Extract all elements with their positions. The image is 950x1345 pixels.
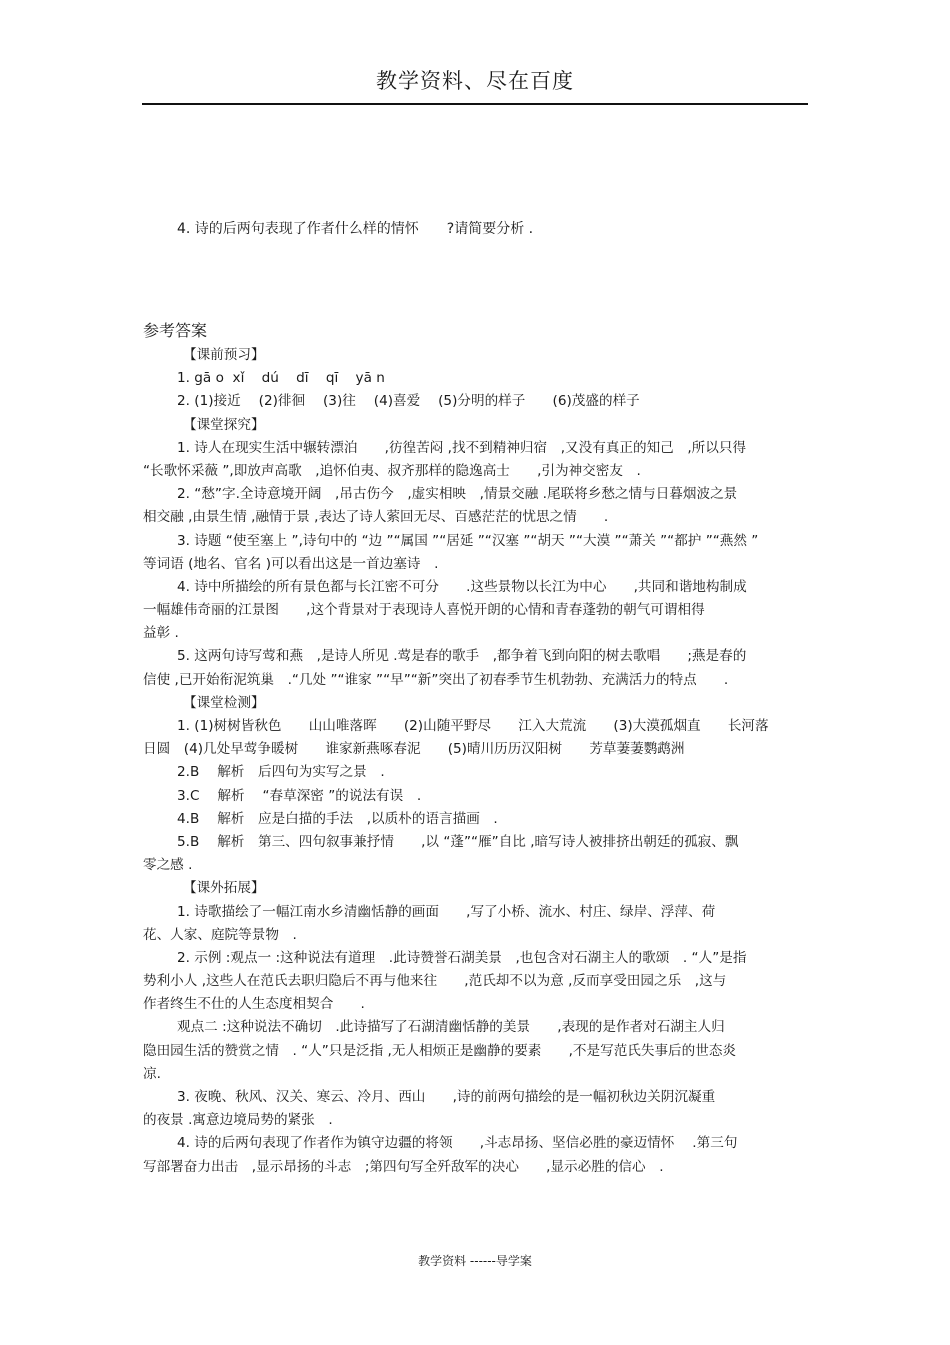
answer-line: 【课前预习】 [183,347,265,363]
answer-line: 1. 诗歌描绘了一幅江南水乡清幽恬静的画面 ,写了小桥、流水、村庄、绿岸、浮萍、荷 [177,903,716,920]
answer-line: 2.B 解析 后四句为实写之景 . [177,764,385,781]
answer-line: 2. “愁”字.全诗意境开阔 ,吊古伤今 ,虚实相映 ,情景交融 .尾联将乡愁之情与日暮烟波之景 [177,486,738,503]
answer-line: 3. 夜晚、秋风、汉关、寒云、冷月、西山 ,诗的前两句描绘的是一幅初秋边关阴沉凝重 [177,1089,716,1105]
answer-line: 花、人家、庭院等景物 . [143,926,297,943]
question-4: 4. 诗的后两句表现了作者什么样的情怀 ?请简要分析 . [177,221,534,237]
answer-line: 隐田园生活的赞赏之情 . “人”只是泛指 ,无人相烦正是幽静的要素 ,不是写范氏失事后的世态炎 [143,1042,737,1059]
answer-line: “长歌怀采薇 ”,即放声高歌 ,追怀伯夷、叔齐那样的隐逸高士 ,引为神交密友 . [143,462,641,479]
answer-line: 益彰 . [143,625,179,642]
answer-line: 作者终生不仕的人生态度相契合 . [143,996,365,1013]
answer-line: 1. (1)树树皆秋色 山山唯落晖 (2)山随平野尽 江入大荒流 (3)大漠孤烟直 长河落 [177,718,769,734]
answer-line: 4. 诗中所描绘的所有景色都与长江密不可分 .这些景物以长江为中心 ,共同和谐地构制成 [177,578,747,595]
answer-line: 信使 ,已开始衔泥筑巢 .“几处 ”“谁家 ”“早”“新”突出了初春季节生机勃勃、充满活力的特点 . [143,671,729,688]
page-title: 教学资料、尽在百度 [376,69,574,93]
answer-line: 5. 这两句诗写莺和燕 ,是诗人所见 .莺是春的歌手 ,都争着飞到向阳的树去歌唱 ;燕是春的 [177,648,747,665]
page-footer: 教学资料 ------导学案 [418,1254,532,1268]
answer-line: 1. 诗人在现实生活中辗转漂泊 ,彷徨苦闷 ,找不到精神归宿 ,又没有真正的知己 ,所以只得 [177,439,747,456]
answer-line: 的夜景 .寓意边境局势的紧张 . [143,1112,333,1129]
answer-line: 2. 示例 :观点一 :这种说法有道理 .此诗赞誉石湖美景 ,也包含对石湖主人的歌颂 . “人”是指 [177,949,747,966]
answer-line: 相交融 ,由景生情 ,融情于景 ,表达了诗人萦回无尽、百感茫茫的忧思之情 . [143,509,609,526]
answer-line: 4.B 解析 应是白描的手法 ,以质朴的语言描画 . [177,810,498,827]
answers-title: 参考答案 [143,321,208,340]
answer-line: 势利小人 ,这些人在范氏去职归隐后不再与他来往 ,范氏却不以为意 ,反而享受田园之乐 ,这与 [143,973,727,990]
answer-line: 【课堂探究】 [183,416,265,433]
answer-line: 日圆 (4)几处早莺争暖树 谁家新燕啄春泥 (5)晴川历历汉阳树 芳草萋萋鹦鹉洲 [143,741,685,758]
answer-line: 1. gā o xǐ dú dī qī yā n [177,370,385,387]
answer-line: 4. 诗的后两句表现了作者作为镇守边疆的将领 ,斗志昂扬、坚信必胜的豪迈情怀 .第三句 [177,1135,738,1152]
answer-line: 5.B 解析 第三、四句叙事兼抒情 ,以 “蓬”“雁”自比 ,暗写诗人被排挤出朝廷的孤寂、飘 [177,833,739,850]
answer-line: 【课堂检测】 [183,694,265,711]
answer-line: 零之感 . [143,857,193,874]
answer-line: 【课外拓展】 [183,880,265,897]
answer-line: 3. 诗题 “使至塞上 ”,诗句中的 “边 ”“属国 ”“居延 ”“汉塞 ”“胡天 ”“大漠 ”“萧关 ”“都护 ”“燕然 ” [177,532,759,549]
answer-line: 2. (1)接近 (2)徘徊 (3)往 (4)喜爱 (5)分明的样子 (6)茂盛的样子 [177,393,640,410]
page-header [142,66,808,105]
answers-section [143,320,808,1179]
answer-line: 凉. [143,1065,161,1082]
answer-line: 写部署奋力出击 ,显示昂扬的斗志 ;第四句写全歼敌军的决心 ,显示必胜的信心 . [143,1158,664,1175]
answer-line: 3.C 解析 “春草深密 ”的说法有误 . [177,787,422,804]
answer-line: 观点二 :这种说法不确切 .此诗描写了石湖清幽恬静的美景 ,表现的是作者对石湖主人归 [177,1019,725,1036]
answer-line: 等词语 (地名、官名 )可以看出这是一首边塞诗 . [143,555,439,572]
answer-lines [143,344,808,1179]
answer-line: 一幅雄伟奇丽的江景图 ,这个背景对于表现诗人喜悦开朗的心情和青春蓬勃的朝气可谓相得 [143,602,705,619]
